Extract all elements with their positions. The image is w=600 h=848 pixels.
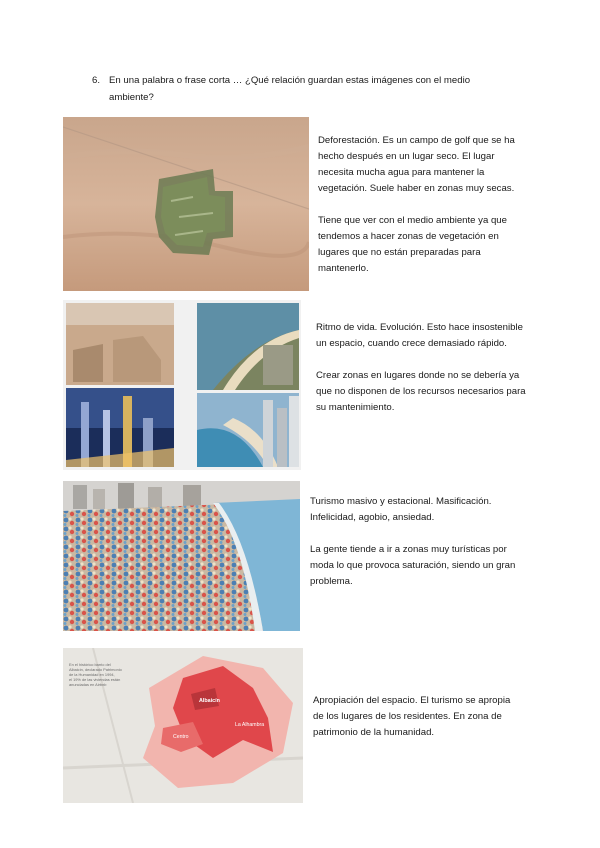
- map-caption: En el histórico barrio del Albaicín, declarado Patrimonio de la Humanidad en 1994, el 19% de las viviendas están anunciadas en Airbnb: [69, 662, 122, 687]
- answer-text-4: [313, 693, 523, 741]
- answer-paragraph: La gente tiende a ir a zonas muy turísticas por moda lo que provoca saturación, siendo un gran problema.: [310, 544, 516, 587]
- answer-paragraph: Ritmo de vida. Evolución. Esto hace insostenible un espacio, cuando crece demasiado rápido.: [316, 322, 523, 349]
- map-label-centro: Centro: [173, 734, 189, 740]
- answer-paragraph: Apropiación del espacio. El turismo se apropia de los lugares de los residentes. En zona de patrimonio de la humanidad.: [313, 695, 511, 738]
- question-number: 6.: [92, 75, 101, 86]
- aerial-golf-course-photo: [63, 117, 309, 291]
- answer-paragraph: Deforestación. Es un campo de golf que se ha hecho después en un lugar seco. El lugar necesita mucha agua para mantener la vegetación. Suele haber en zonas muy secas.: [318, 135, 515, 194]
- map-label-albaicin: Albaicín: [199, 698, 220, 704]
- answer-text-1: [318, 133, 528, 277]
- question-text: En una palabra o frase corta … ¿Qué relación guardan estas imágenes con el medio ambiente?: [109, 75, 471, 103]
- city-growth-collage-photo: [63, 300, 301, 470]
- answer-text-2: [316, 320, 526, 416]
- crowded-beach-photo: [63, 481, 300, 631]
- heritage-zone-map: [63, 648, 303, 803]
- map-label-alhambra: La Alhambra: [235, 722, 265, 728]
- answer-paragraph: Crear zonas en lugares donde no se debería ya que no disponen de los recursos necesarios para su mantenimiento.: [316, 370, 526, 413]
- answer-paragraph: Turismo masivo y estacional. Masificación. Infelicidad, agobio, ansiedad.: [310, 496, 492, 523]
- answer-text-3: [310, 494, 525, 590]
- answer-paragraph: Tiene que ver con el medio ambiente ya que tendemos a hacer zonas de vegetación en lugares que no están preparadas para mantenerlo.: [318, 215, 507, 274]
